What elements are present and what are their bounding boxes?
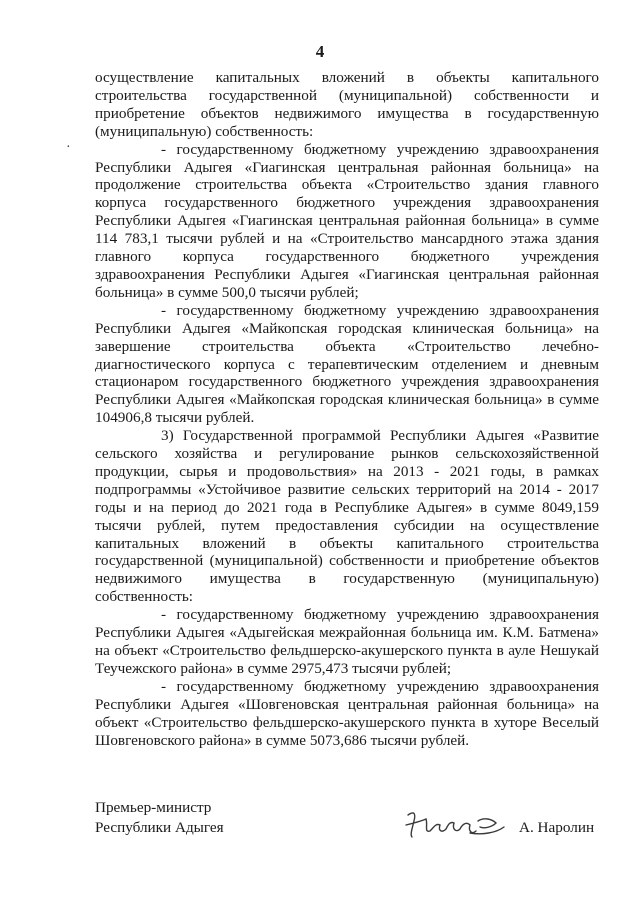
paragraph-item-batmen: - государственному бюджетному учреждению здравоохранения Республики Адыгея «Адыгейская межрайонная больница им. К.М. Батмена» на объект «Строительство фельдшерско-акушерского пункта в ауле Нешукай Теучежского района» в сумме 2975,473 тысячи рублей; xyxy=(95,606,599,677)
paragraph-item-maikop: - государственному бюджетному учреждению здравоохранения Республики Адыгея «Майкопская городская клиническая больница» на завершение строительства объекта «Строительство лечебно-диагностического корпуса с терапевтическим отделением и дневным стационаром государственного бюджетного учреждения здравоохранения Республики Адыгея «Майкопская городская клиническая больница» в сумме 104906,8 тысячи рублей. xyxy=(95,301,599,427)
paragraph-item-giaginsk: - государственному бюджетному учреждению здравоохранения Республики Адыгея «Гиагинская центральная районная больница» на продолжение строительства объекта «Строительство здания главного корпуса государственного бюджетного учреждения здравоохранения Республики Адыгея «Гиагинская центральная районная больница» в сумме 114 783,1 тысячи рублей и на «Строительство мансардного этажа здания главного корпуса государственного бюджетного учреждения здравоохранения Республики Адыгея «Гиагинская центральная районная больница» в сумме 500,0 тысячи рублей; xyxy=(95,140,599,301)
signatory-name: А. Наролин xyxy=(519,819,595,836)
handwritten-signature xyxy=(400,803,510,843)
paragraph-continuation: осуществление капитальных вложений в объекты капитального строительства государственной (муниципальной) собственности и приобретение объектов недвижимого имущества в государственную (муниципальную) собственность: xyxy=(95,69,599,140)
signatory-title-line1: Премьер-министр xyxy=(95,799,212,816)
signatory-title-line2: Республики Адыгея xyxy=(95,819,224,836)
signatory-title xyxy=(95,798,224,838)
paragraph-item-shovgenov: - государственному бюджетному учреждению здравоохранения Республики Адыгея «Шовгеновская центральная районная больница» на объект «Строительство фельдшерско-акушерского пункта в хуторе Веселый Шовгеновского района» в сумме 5073,686 тысячи рублей. xyxy=(95,677,599,749)
page-number: 4 xyxy=(315,42,325,61)
margin-mark: · xyxy=(66,140,71,155)
document-body xyxy=(95,69,599,749)
paragraph-program-3: 3) Государственной программой Республики Адыгея «Развитие сельского хозяйства и регулирование рынков сельскохозяйственной продукции, сырья и продовольствия» на 2013 - 2021 годы, в рамках подпрограммы «Устойчивое развитие сельских территорий на 2014 - 2017 годы и на период до 2021 года в Республике Адыгея» в сумме 8049,159 тысячи рублей, путем предоставления субсидии на осуществление капитальных вложений в объекты капитального строительства государственной (муниципальной) собственности и приобретение объектов недвижимого имущества в государственную (муниципальную) собственность: xyxy=(95,427,599,606)
